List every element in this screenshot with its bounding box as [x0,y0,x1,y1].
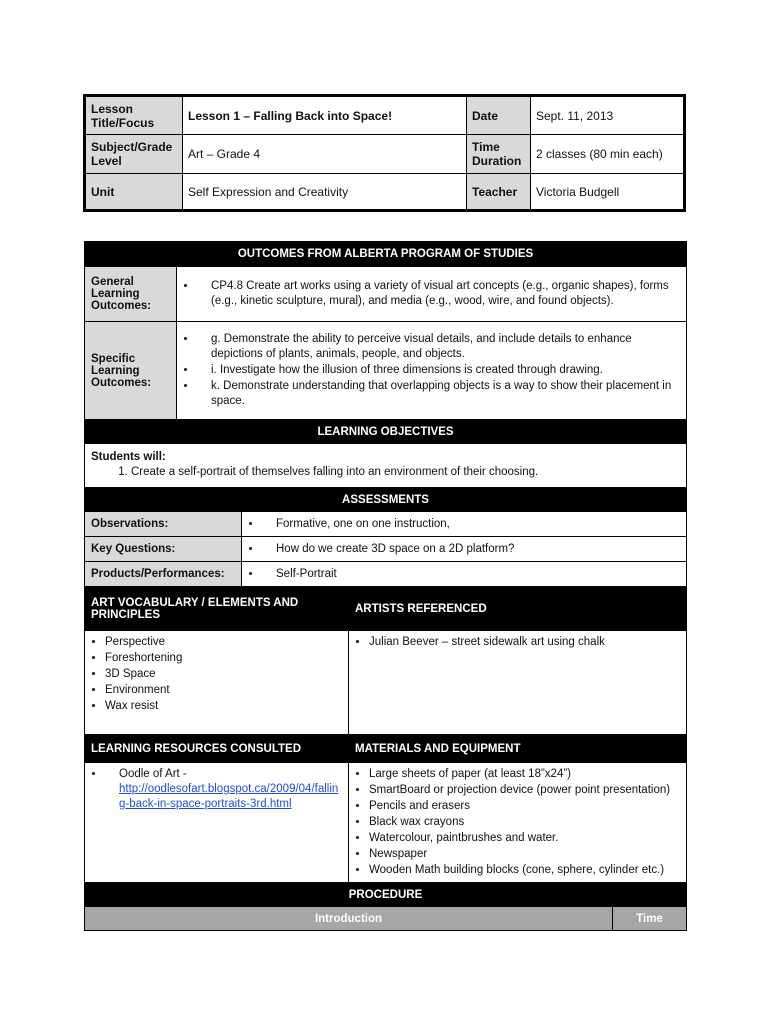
time-label: Time Duration [467,135,531,174]
specific-outcome-item: • g. Demonstrate the ability to perceive visual details, and include details to enhance depictions of plants, animals, people, and objects. [197,332,680,362]
key-questions-label: Key Questions: [85,537,242,562]
materials-list [355,767,680,878]
material-item: • SmartBoard or projection device (power point presentation) [369,783,680,798]
lesson-plan-table [84,241,687,931]
subject-label: Subject/Grade Level [85,135,183,174]
resources-heading: LEARNING RESOURCES CONSULTED [85,735,349,763]
vocab-cell [85,631,349,735]
material-item: • Newspaper [369,847,680,862]
artists-list [355,635,680,650]
time-value: 2 classes (80 min each) [531,135,685,174]
resource-link[interactable]: http://oodlesofart.blogspot.ca/2009/04/falling-back-in-space-portraits-3rd.html [119,783,339,810]
specific-outcomes-list [183,332,680,409]
specific-outcomes-label: Specific Learning Outcomes: [85,322,177,420]
material-item: • Pencils and erasers [369,799,680,814]
materials-cell [349,763,687,883]
objective-item: 1. Create a self-portrait of themselves falling into an environment of their choosing. [131,465,680,480]
general-outcomes-list [183,279,680,309]
specific-outcome-item: • i. Investigate how the illusion of three dimensions is created through drawing. [197,363,680,378]
objectives-heading: LEARNING OBJECTIVES [85,420,687,444]
vocab-list [91,635,342,714]
artists-cell [349,631,687,735]
material-item: • Large sheets of paper (at least 18”x24”) [369,767,680,782]
observations-label: Observations: [85,512,242,537]
products-label: Products/Performances: [85,562,242,587]
material-item: • Black wax crayons [369,815,680,830]
subject-value: Art – Grade 4 [183,135,467,174]
products-cell [242,562,687,587]
vocab-item: • Environment [105,683,342,698]
vocab-item: • Perspective [105,635,342,650]
outcomes-heading: OUTCOMES FROM ALBERTA PROGRAM OF STUDIES [85,242,687,267]
observations-cell [242,512,687,537]
time-header: Time [613,907,687,931]
resources-cell [85,763,349,883]
artist-item: • Julian Beever – street sidewalk art using chalk [369,635,680,650]
teacher-label: Teacher [467,174,531,211]
key-questions-cell [242,537,687,562]
key-questions-value: • How do we create 3D space on a 2D platform? [262,542,680,557]
vocab-heading: ART VOCABULARY / ELEMENTS AND PRINCIPLES [85,587,349,631]
procedure-heading: PROCEDURE [85,883,687,907]
material-item: • Wooden Math building blocks (cone, sphere, cylinder etc.) [369,863,680,878]
objectives-cell [85,444,687,488]
vocab-item: • Wax resist [105,699,342,714]
objectives-list [91,465,680,480]
lesson-header-table [83,94,686,212]
resource-name: Oodle of Art - [119,768,187,780]
observations-value: • Formative, one on one instruction, [262,517,680,532]
teacher-value: Victoria Budgell [531,174,685,211]
resources-list [91,767,342,812]
title-value: Lesson 1 – Falling Back into Space! [183,96,467,135]
unit-value: Self Expression and Creativity [183,174,467,211]
date-label: Date [467,96,531,135]
products-value: • Self-Portrait [262,567,680,582]
specific-outcomes-cell [177,322,687,420]
resource-item [105,767,342,812]
date-value: Sept. 11, 2013 [531,96,685,135]
objectives-intro: Students will: [91,450,166,463]
title-label: Lesson Title/Focus [85,96,183,135]
unit-label: Unit [85,174,183,211]
general-outcomes-cell [177,267,687,322]
general-outcome-item: • CP4.8 Create art works using a variety of visual art concepts (e.g., organic shapes), forms (e.g., kinetic sculpture, mural), and media (e.g., wood, wire, and found objects). [197,279,680,309]
assessments-heading: ASSESSMENTS [85,488,687,512]
specific-outcome-item: • k. Demonstrate understanding that overlapping objects is a way to show their placement in space. [197,379,680,409]
materials-heading: MATERIALS AND EQUIPMENT [349,735,687,763]
material-item: • Watercolour, paintbrushes and water. [369,831,680,846]
introduction-header: Introduction [85,907,613,931]
artists-heading: ARTISTS REFERENCED [349,587,687,631]
general-outcomes-label: General Learning Outcomes: [85,267,177,322]
vocab-item: • 3D Space [105,667,342,682]
vocab-item: • Foreshortening [105,651,342,666]
